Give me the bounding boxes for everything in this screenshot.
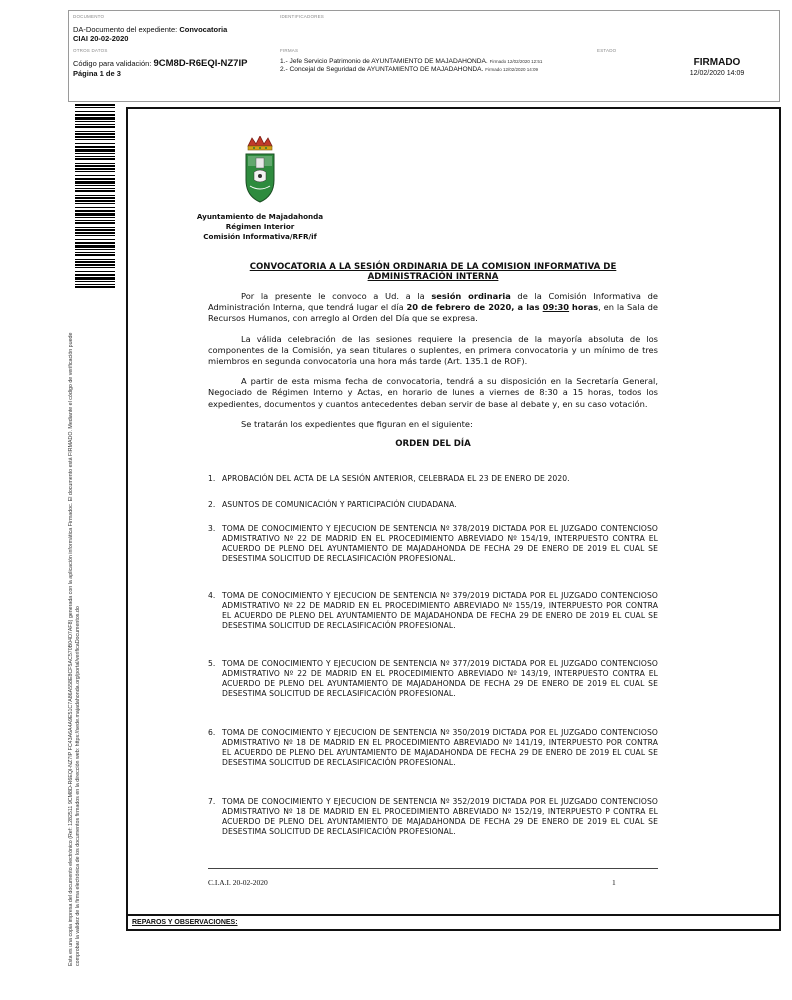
barcode-bar xyxy=(75,188,115,189)
barcode-bar xyxy=(75,111,115,112)
barcode-bar xyxy=(75,195,115,196)
barcode-bar xyxy=(75,217,115,218)
barcode-bar xyxy=(75,213,115,216)
documento-name: DA-Documento del expediente: Convocatoria CIAI 20-02-2020 xyxy=(73,25,228,43)
documento-caption: DOCUMENTO xyxy=(73,14,105,19)
barcode-image xyxy=(75,104,115,289)
barcode-bar xyxy=(75,249,115,250)
observaciones-label: REPAROS Y OBSERVACIONES: xyxy=(128,914,779,929)
barcode-bar xyxy=(75,242,115,244)
org-line-3: Comisión Informativa/RFR/if xyxy=(203,232,317,241)
identificadores-cell xyxy=(276,11,781,45)
barcode-bar xyxy=(75,190,115,192)
barcode-bar xyxy=(75,197,115,199)
barcode-bar xyxy=(75,139,115,140)
barcode-bar xyxy=(75,274,115,276)
barcode-bar xyxy=(75,284,115,285)
barcode-bar xyxy=(75,277,115,280)
documento-cell xyxy=(69,11,276,45)
document-header xyxy=(68,10,780,102)
agenda-item-7: 7. TOMA DE CONOCIMIENTO Y EJECUCION DE SENTENCIA Nº 352/2019 DICTADA POR EL JUZGADO CONTENCIOSO ADMISTRATIVO Nº 18 DE MADRID EN EL PROCEDIMIENTO ABREVIADO Nº 152/19, INTERPUESTO P CONTRA EL ACUERDO DE PLENO DEL AYUNTAMIENTO DE MAJADAHONDA DE FECHA 29 DE ENERO DE 2019 EL CUAL SE DESESTIMA SOLICITUD DE RECLASIFICACIÓN PROFESIONAL. xyxy=(208,797,658,836)
status-date: 12/02/2020 14:09 xyxy=(689,70,745,77)
firmas-caption: FIRMAS xyxy=(280,48,299,53)
barcode-bar xyxy=(75,259,115,260)
barcode-bar xyxy=(75,229,115,231)
barcode-bar xyxy=(75,165,115,167)
barcode-bar xyxy=(75,156,115,157)
codigo-label: Código para validación: xyxy=(73,59,152,68)
barcode-bar xyxy=(75,203,115,204)
estado-caption: ESTADO xyxy=(597,48,617,53)
barcode-bar xyxy=(75,185,115,186)
barcode-bar xyxy=(75,232,115,234)
barcode-bar xyxy=(75,239,115,240)
org-line-1: Ayuntamiento de Majadahonda xyxy=(196,212,324,221)
paragraph-4: Se tratarán los expedientes que figuran en el siguiente: xyxy=(241,418,473,429)
barcode-bar xyxy=(75,252,115,253)
barcode-bar xyxy=(75,107,115,108)
barcode-bar xyxy=(75,281,115,282)
signature-1: 1.- Jefe Servicio Patrimonio de AYUNTAMIENTO DE MAJADAHONDA. Firmado 12/02/2020 12:51 xyxy=(280,58,543,65)
barcode-bar xyxy=(75,207,115,208)
barcode-bar xyxy=(75,124,115,125)
validation-code[interactable]: 9CM8D-R6EQI-NZ7IP xyxy=(153,58,248,69)
agenda-item-1: 1. APROBACIÓN DEL ACTA DE LA SESIÓN ANTERIOR, CELEBRADA EL 23 DE ENERO DE 2020. xyxy=(208,474,570,483)
barcode-bar xyxy=(75,271,115,272)
otros-datos-caption: OTROS DATOS xyxy=(73,48,108,53)
document-body xyxy=(208,291,658,458)
barcode-bar xyxy=(75,143,115,144)
organization-block xyxy=(185,212,335,242)
paragraph-1: Por la presente le convoco a Ud. a la sesión ordinaria de la Comisión Informativa de Administración Interna, que tendrá lugar el día 20 de febrero de 2020, a las 09:30 horas, en la Sala de Recursos Humanos, con arreglo al Orden del Día que se expresa. xyxy=(208,291,658,324)
barcode-bar xyxy=(75,121,115,122)
barcode-bar xyxy=(75,222,115,224)
barcode-bar xyxy=(75,114,115,116)
agenda-item-3: 3. TOMA DE CONOCIMIENTO Y EJECUCION DE SENTENCIA Nº 378/2019 DICTADA POR EL JUZGADO CONTENCIOSO ADMISTRATIVO Nº 22 DE MADRID EN EL PROCEDIMIENTO ABREVIADO Nº 154/19, INTERPUESTO CONTRA EL ACUERDO DE PLENO DEL AYUNTAMIENTO DE MAJADAHONDA DE FECHA 29 DE ENERO DE 2019 EL CUAL SE DESESTIMA SOLICITUD DE RECLASIFICACIÓN PROFESIONAL. xyxy=(208,524,658,563)
barcode-bar xyxy=(75,158,115,160)
barcode-bar xyxy=(75,104,115,106)
barcode-bar xyxy=(75,235,115,236)
paragraph-2: La válida celebración de las sesiones requiere la presencia de la mayoría absoluta de los componentes de la Comisión, ya sean titulares o suplentes, en primera convocatoria y un mínimo de tres miembros en segunda convocatoria una hora más tarde (Art. 135.1 de ROF). xyxy=(208,333,658,367)
documento-ref: CIAI 20-02-2020 xyxy=(73,34,129,43)
barcode-bar xyxy=(75,126,115,128)
estado-cell xyxy=(593,45,781,102)
barcode-bar xyxy=(75,227,115,228)
barcode-bar xyxy=(75,261,115,263)
barcode-bar xyxy=(75,149,115,152)
barcode-bar xyxy=(75,131,115,132)
signature-2: 2.- Concejal de Seguridad de AYUNTAMIENTO DE MAJADAHONDA. Firmado 12/02/2020 14:09 xyxy=(280,66,539,73)
barcode-bar xyxy=(75,133,115,135)
barcode-bar xyxy=(75,153,115,154)
verification-side-note: Esta es una copia impresa del documento electrónico (Ref: 1282511 9CM8D-R6EQI-NZ7IP FC43A6A4A9E51C7A86A558E8CF5AC570B04D7AF8) generada con la aplicación informática Firmadoc. El documento está FIRMADO. Mediante el código de verificación puede comprobar la validez de la firma electrónica de los documentos firmados en la dirección web: https://sede.majadahonda.org/portal/verificaDocumentos.do xyxy=(68,332,81,966)
barcode-bar xyxy=(75,220,115,221)
agenda-item-2: 2. ASUNTOS DE COMUNICACIÓN Y PARTICIPACIÓN CIUDADANA. xyxy=(208,500,457,509)
page-count: Página 1 de 3 xyxy=(73,69,121,78)
barcode-bar xyxy=(75,175,115,176)
document-title: CONVOCATORIA A LA SESIÓN ORDINARIA DE LA COMISION INFORMATIVA DE ADMINISTRACIÓN INTERNA xyxy=(249,262,617,282)
municipal-crest-icon xyxy=(240,136,280,206)
barcode-bar xyxy=(75,163,115,164)
org-line-2: Régimen Interior xyxy=(225,222,295,231)
barcode-bar xyxy=(75,136,115,138)
barcode-bar xyxy=(75,117,115,120)
footer-reference: C.I.A.I. 20-02-2020 xyxy=(208,878,268,887)
otros-datos-cell xyxy=(69,45,276,102)
identificadores-caption: IDENTIFICADORES xyxy=(280,14,325,19)
barcode-bar xyxy=(75,146,115,148)
footer-rule xyxy=(208,868,658,869)
barcode-bar xyxy=(75,254,115,256)
agenda-item-6: 6. TOMA DE CONOCIMIENTO Y EJECUCION DE SENTENCIA Nº 350/2019 DICTADA POR EL JUZGADO CONTENCIOSO ADMISTRATIVO Nº 18 DE MADRID EN EL PROCEDIMIENTO ABREVIADO Nº 141/19, INTERPUESTO POR CONTRA EL ACUERDO DE PLENO DEL AYUNTAMIENTO DE MAJADAHONDA DE FECHA 29 DE ENERO DE 2019 EL CUAL SE DESESTIMA SOLICITUD DE RECLASIFICACIÓN PROFESIONAL. xyxy=(208,728,658,767)
barcode-bar xyxy=(75,168,115,170)
barcode-bar xyxy=(75,178,115,180)
page-number: 1 xyxy=(612,878,616,887)
barcode-bar xyxy=(75,171,115,172)
barcode-bar xyxy=(75,245,115,248)
barcode-bar xyxy=(75,267,115,268)
paragraph-3: A partir de esta misma fecha de convocatoria, tendrá a su disposición en la Secretaría General, Negociado de Régimen Interno y Actas, en horario de lunes a viernes de 8:30 a 15 horas, todos los expedientes, documentos y cuantos antecedentes deban servir de base al debate y, en su caso votación. xyxy=(208,376,658,409)
firmas-cell xyxy=(276,45,593,102)
barcode-bar xyxy=(75,210,115,212)
orden-del-dia-heading: ORDEN DEL DÍA xyxy=(395,439,471,450)
agenda-item-4: 4. TOMA DE CONOCIMIENTO Y EJECUCION DE SENTENCIA Nº 379/2019 DICTADA POR EL JUZGADO CONTENCIOSO ADMISTRATIVO Nº 22 DE MADRID EN EL PROCEDIMIENTO ABREVIADO Nº 155/19, INTERPUESTO POR CONTRA EL ACUERDO DE PLENO DEL AYUNTAMIENTO DE MAJADAHONDA DE FECHA 29 DE ENERO DE 2019 EL CUAL SE DESESTIMA SOLICITUD DE RECLASIFICACIÓN PROFESIONAL. xyxy=(208,591,658,630)
barcode-bar xyxy=(75,264,115,266)
status-badge: FIRMADO xyxy=(693,57,741,68)
barcode-bar xyxy=(75,181,115,184)
barcode-bar xyxy=(75,286,115,288)
barcode-bar xyxy=(75,200,115,202)
agenda-item-5: 5. TOMA DE CONOCIMIENTO Y EJECUCION DE SENTENCIA Nº 377/2019 DICTADA POR EL JUZGADO CONTENCIOSO ADMISTRATIVO Nº 22 DE MADRID EN EL PROCEDIMIENTO ABREVIADO Nº 143/19, INTERPUESTO CONTRA EL ACUERDO DE PLENO DEL AYUNTAMIENTO DE MAJADAHONDA DE FECHA 29 DE ENERO DE 2019 EL CUAL SE DESESTIMA SOLICITUD DE RECLASIFICACIÓN PROFESIONAL. xyxy=(208,659,658,698)
